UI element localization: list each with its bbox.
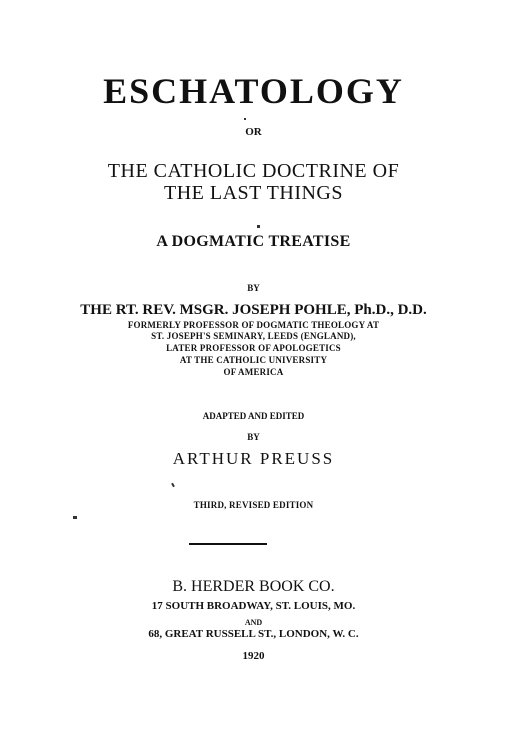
author-credential-line: LATER PROFESSOR OF APOLOGETICS [166,343,341,353]
subtitle-line-2: THE LAST THINGS [164,182,343,204]
editor-name: ARTHUR PREUSS [172,449,335,468]
author-credential-line: AT THE CATHOLIC UNIVERSITY [179,355,328,365]
publisher-address-2: 68, GREAT RUSSELL ST., LONDON, W. C. [148,628,359,640]
edition-label: THIRD, REVISED EDITION [193,500,314,510]
subtitle-line-1: THE CATHOLIC DOCTRINE OF [107,160,400,182]
or-connector: OR [245,126,262,138]
by-author-label: BY [247,283,260,293]
by-editor-label: BY [247,432,260,442]
adapted-label: ADAPTED AND EDITED [202,411,305,421]
publisher-address-1: 17 SOUTH BROADWAY, ST. LOUIS, MO. [151,600,356,612]
scan-speck [244,118,246,120]
author-credential-line: FORMERLY PROFESSOR OF DOGMATIC THEOLOGY AT [127,320,380,330]
publication-year: 1920 [242,650,265,662]
author-credential-line: OF AMERICA [223,367,284,377]
scan-speck [73,516,77,519]
author-credential-line: ST. JOSEPH'S SEMINARY, LEEDS (ENGLAND), [151,331,356,341]
scan-speck [257,225,260,228]
author-name: THE RT. REV. MSGR. JOSEPH POHLE, Ph.D., D.D. [80,302,427,318]
publisher-name: B. HERDER BOOK CO. [172,578,335,595]
scan-speck [171,483,175,487]
treatise-label: A DOGMATIC TREATISE [156,233,351,250]
divider-rule [189,543,267,545]
book-title: ESCHATOLOGY [103,71,404,111]
and-connector: AND [244,618,263,627]
